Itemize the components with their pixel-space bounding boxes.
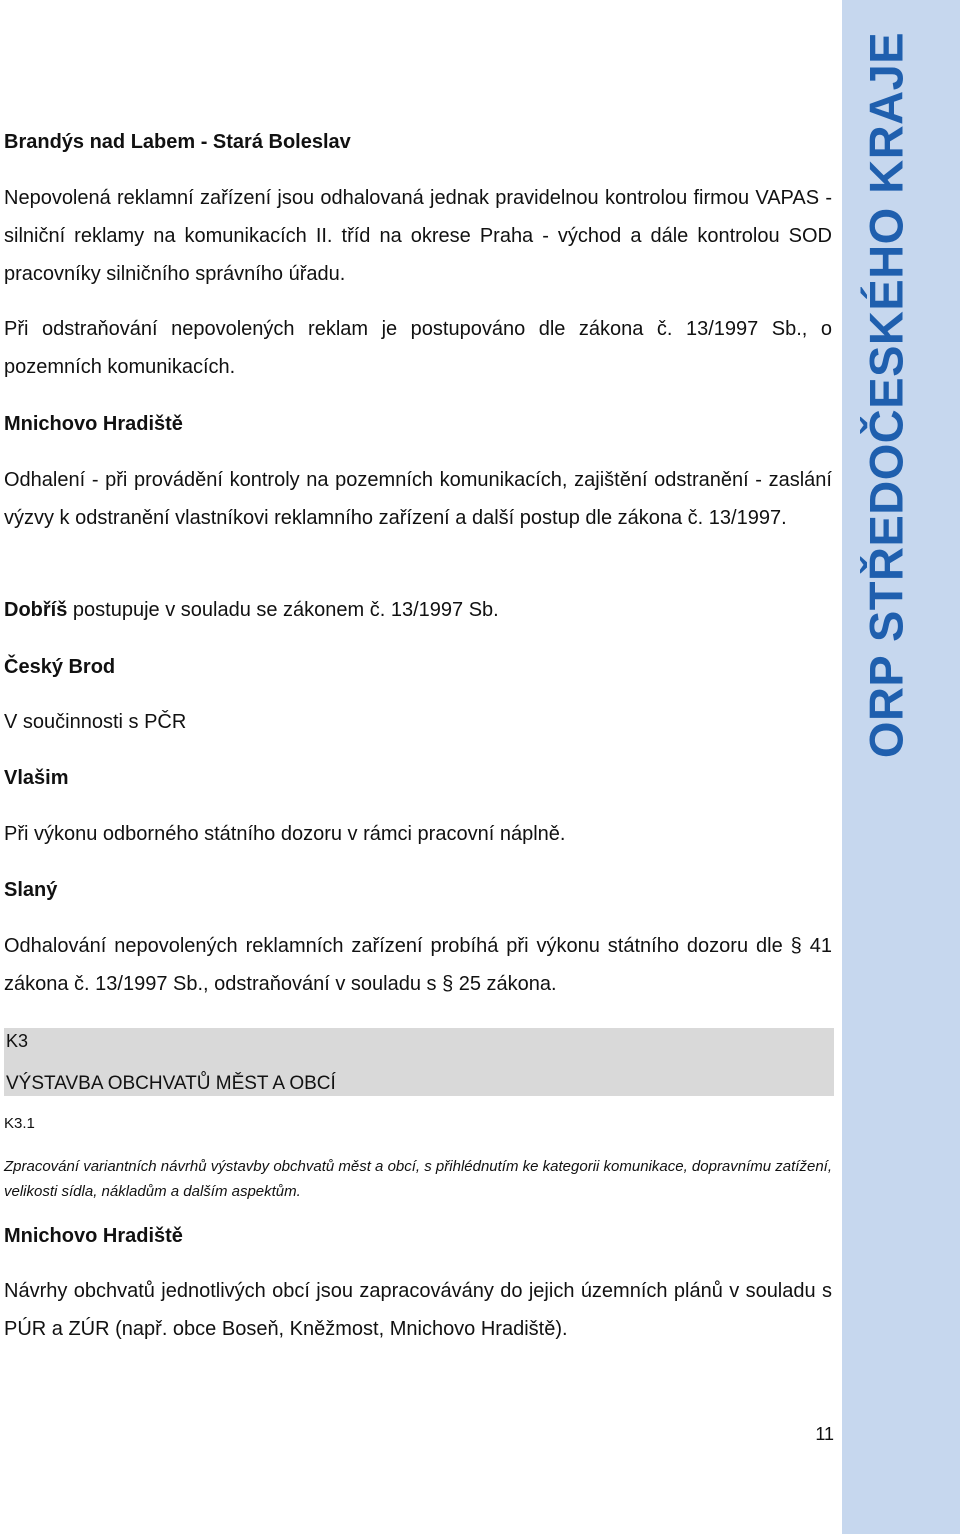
heading-brandys: Brandýs nad Labem - Stará Boleslav [4, 131, 351, 153]
section-code: K3 [6, 1031, 29, 1051]
heading-vlasim: Vlašim [4, 767, 69, 789]
section-title: VÝSTAVBA OBCHVATŮ MĚST A OBCÍ [6, 1073, 336, 1094]
heading-mnichovo-hradiste-2: Mnichovo Hradiště [4, 1225, 183, 1247]
paragraph-cesky-brod: V součinnosti s PČR [4, 711, 187, 733]
paragraph-dobris [4, 591, 832, 629]
heading-cesky-brod: Český Brod [4, 656, 116, 678]
paragraph-mnichovo-hradiste: Odhalení - při provádění kontroly na pozemních komunikacích, zajištění odstranění - zaslání výzvy k odstranění vlastníkovi reklamního zařízení a další postup dle zákona č. 13/1997. [4, 469, 832, 529]
subsection-description: Zpracování variantních návrhů výstavby obchvatů měst a obcí, s přihlédnutím ke kategorii komunikace, dopravnímu zatížení, velikosti sídla, nákladům a dalším aspektům. [4, 1158, 832, 1200]
paragraph-mnichovo-hradiste-2: Návrhy obchvatů jednotlivých obcí jsou zapracovávány do jejich územních plánů v souladu s PÚR a ZÚR (např. obce Boseň, Kněžmost, Mnichovo Hradiště). [4, 1280, 832, 1340]
paragraph-slany: Odhalování nepovolených reklamních zařízení probíhá při výkonu státního dozoru dle § 41 zákona č. 13/1997 Sb., odstraňování v souladu s § 25 zákona. [4, 935, 832, 995]
heading-slany: Slaný [4, 879, 58, 901]
dobris-text: postupuje v souladu se zákonem č. 13/1997 Sb. [67, 599, 499, 621]
page-number: 11 [815, 1424, 834, 1444]
paragraph-vlasim: Při výkonu odborného státního dozoru v rámci pracovní náplně. [4, 823, 566, 845]
heading-mnichovo-hradiste: Mnichovo Hradiště [4, 413, 183, 435]
sidebar-title: ORP STŘEDOČESKÉHO KRAJE [859, 31, 913, 759]
paragraph-brandys-1: Nepovolená reklamní zařízení jsou odhalovaná jednak pravidelnou kontrolou firmou VAPAS - silniční reklamy na komunikacích II. tříd na okrese Praha - východ a dále kontrolou SOD pracovníky silničního správního úřadu. [4, 187, 832, 285]
heading-dobris: Dobříš [4, 599, 68, 621]
subsection-code: K3.1 [4, 1115, 35, 1132]
paragraph-brandys-2: Při odstraňování nepovolených reklam je postupováno dle zákona č. 13/1997 Sb., o pozemních komunikacích. [4, 318, 832, 378]
